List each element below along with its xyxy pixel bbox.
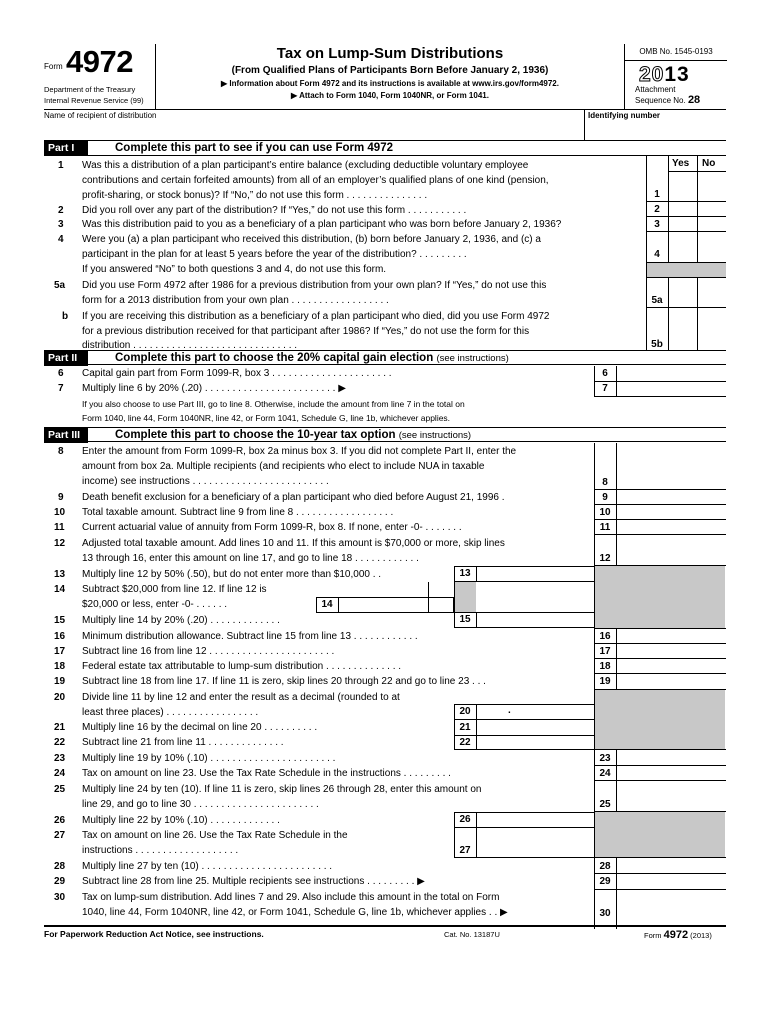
line-12-number: 12 <box>54 538 66 549</box>
line-1-text-c: profit-sharing, or stock bonus)? If “No,” do not use this form . . . . . . . . . . . . . . . <box>82 190 428 201</box>
part-2-title-note: (see instructions) <box>436 353 509 364</box>
line-1-yes-checkbox[interactable] <box>668 187 697 201</box>
line-27-amount-field[interactable] <box>477 842 594 857</box>
box-18-label: 18 <box>599 661 611 672</box>
line-8-number: 8 <box>58 446 64 457</box>
part-3-header <box>44 427 726 442</box>
no-header: No <box>702 158 716 169</box>
line-4-text-c: If you answered “No” to both questions 3 and 4, do not use this form. <box>82 264 387 275</box>
shade-13-15 <box>595 566 725 612</box>
part-1-label: Part I <box>44 141 88 156</box>
line-23-number: 23 <box>54 753 66 764</box>
box-1-label: 1 <box>654 189 660 200</box>
row-line-5a <box>646 307 726 308</box>
line-16-number: 16 <box>54 631 66 642</box>
line-10-number: 10 <box>54 507 66 518</box>
line-5a-yes-checkbox[interactable] <box>668 293 697 307</box>
omb-number: OMB No. 1545-0193 <box>625 44 727 61</box>
line-10-amount-field[interactable] <box>617 505 726 519</box>
box-26-label: 26 <box>459 814 471 825</box>
line-30-amount-field[interactable] <box>617 905 726 921</box>
line-20-decimal-field[interactable] <box>477 704 594 719</box>
title-block <box>156 44 624 110</box>
line-25-amount-field[interactable] <box>617 796 726 811</box>
department-block <box>44 84 144 106</box>
shade-15-right <box>595 612 725 628</box>
dept-line-1: Department of the Treasury <box>44 85 136 94</box>
attach-line: ▶ Attach to Form 1040, Form 1040NR, or Form 1041. <box>291 91 489 100</box>
line-2-number: 2 <box>58 205 64 216</box>
line-30-text-a: Tax on lump-sum distribution. Add lines 7 and 29. Also include this amount in the total on Form <box>82 892 500 903</box>
attachment-seq <box>635 85 700 106</box>
box-28-label: 28 <box>599 861 611 872</box>
line-17-number: 17 <box>54 646 66 657</box>
line-9-text: Death benefit exclusion for a beneficiary of a plan participant who died before August 21, 1996 . <box>82 492 505 503</box>
p3-row-24 <box>594 780 726 781</box>
p2-row-7 <box>594 396 726 397</box>
box-16-label: 16 <box>599 631 611 642</box>
box-9-label: 9 <box>602 492 608 503</box>
dept-line-2: Internal Revenue Service (99) <box>44 96 144 105</box>
line-13-text: Multiply line 12 by 50% (.50), but do not enter more than $10,000 . . <box>82 569 382 580</box>
box-20-label: 20 <box>459 706 471 717</box>
box-5a-label: 5a <box>651 295 663 306</box>
line-27-text-b: instructions . . . . . . . . . . . . . . . . . . . <box>82 845 239 856</box>
recipient-name-label: Name of recipient of distribution <box>44 111 157 120</box>
line-27-text-a: Tax on amount on line 26. Use the Tax Rate Schedule in the <box>82 830 348 841</box>
line-12-text-b: 13 through 16, enter this amount on line 17, and go to line 18 . . . . . . . . . . . . <box>82 553 419 564</box>
line-17-amount-field[interactable] <box>617 644 726 658</box>
part-1-header <box>44 141 726 156</box>
line-5a-text-b: form for a 2013 distribution from your own plan . . . . . . . . . . . . . . . . . . <box>82 295 389 306</box>
form-footer <box>44 925 726 939</box>
line-29-amount-field[interactable] <box>617 874 726 889</box>
line-14-number: 14 <box>54 584 66 595</box>
part-2-header <box>44 350 726 365</box>
p3-row-29 <box>594 889 726 890</box>
box-10-label: 10 <box>599 507 611 518</box>
line-2-no-checkbox[interactable] <box>697 202 726 216</box>
form-word: Form <box>44 62 63 71</box>
line-27-number: 27 <box>54 830 66 841</box>
line-9-amount-field[interactable] <box>617 490 726 504</box>
box-13-label: 13 <box>459 568 471 579</box>
line-7-number: 7 <box>58 383 64 394</box>
shade-20-22 <box>595 690 725 749</box>
year-bold: 13 <box>664 63 690 86</box>
line-9-number: 9 <box>58 492 64 503</box>
line-30-number: 30 <box>54 892 66 903</box>
line-8-amount-field[interactable] <box>617 474 726 489</box>
part-3-title-note: (see instructions) <box>398 430 472 441</box>
line-22-number: 22 <box>54 737 66 748</box>
line-5b-no-checkbox[interactable] <box>697 337 726 350</box>
footer-form-word: Form <box>644 931 662 940</box>
box-21-label: 21 <box>459 722 471 733</box>
part-2-title-text: Complete this part to choose the 20% capital gain election <box>115 352 434 364</box>
box-4-label: 4 <box>654 249 660 260</box>
box-27-label: 27 <box>459 845 471 856</box>
line-25-text-a: Multiply line 24 by ten (10). If line 11 is zero, skip lines 26 through 28, enter this amount on <box>82 784 482 795</box>
form-title: Tax on Lump-Sum Distributions <box>276 45 504 62</box>
part-1-title: Complete this part to see if you can use Form 4972 <box>115 142 393 154</box>
line-4-number: 4 <box>58 234 64 245</box>
box-6-label: 6 <box>602 368 608 379</box>
year-outline: 20 <box>639 63 665 86</box>
line-25-text-b: line 29, and go to line 30 . . . . . . . . . . . . . . . . . . . . . . . <box>82 799 319 810</box>
box-29-label: 29 <box>599 876 611 887</box>
line-21-text: Multiply line 16 by the decimal on line 20 . . . . . . . . . . <box>82 722 318 733</box>
line-1-text-a: Was this a distribution of a plan participant’s entire balance (excluding deductible voluntary employee <box>82 160 529 171</box>
line-14-text-b: $20,000 or less, enter -0- . . . . . . <box>82 599 228 610</box>
box-8-label: 8 <box>602 477 608 488</box>
box-30-label: 30 <box>599 908 611 919</box>
line-1-text-b: contributions and certain forfeited amounts) from all of an employer’s qualified plans of one kind (pension, <box>82 175 549 186</box>
box-11-label: 11 <box>599 522 611 533</box>
form-4972-page <box>44 44 726 941</box>
footer-year: (2013) <box>690 931 712 940</box>
line-14-amount-field[interactable] <box>339 597 428 612</box>
line-28-text: Multiply line 27 by ten (10) . . . . . . . . . . . . . . . . . . . . . . . . <box>82 861 333 872</box>
line-30-text-b: 1040, line 44, Form 1040NR, line 42, or Form 1041, Schedule G, line 1b, whichever applies . . ▶ <box>82 907 508 918</box>
info-line: ▶ Information about Form 4972 and its instructions is available at www.irs.gov/form4972. <box>221 79 559 88</box>
line-15-amount-field[interactable] <box>477 612 594 627</box>
line-29-text: Subtract line 28 from line 25. Multiple recipients see instructions . . . . . . . . . ▶ <box>82 876 425 887</box>
footer-form-id <box>644 929 712 941</box>
line-12-amount-field[interactable] <box>617 550 726 565</box>
line-24-text: Tax on amount on line 23. Use the Tax Rate Schedule in the instructions . . . . . . . . . <box>82 768 451 779</box>
line-11-text: Current actuarial value of annuity from Form 1099-R, box 8. If none, enter -0- . . . . . . . <box>82 522 462 533</box>
line-1-no-checkbox[interactable] <box>697 187 726 201</box>
line-5b-yes-checkbox[interactable] <box>668 337 697 350</box>
line-19-amount-field[interactable] <box>617 674 726 689</box>
part-2-note-a: If you also choose to use Part III, go to line 8. Otherwise, include the amount from line 7 in the total on <box>82 399 465 409</box>
line-24-number: 24 <box>54 768 66 779</box>
line-20-decimal-point: . <box>508 705 511 716</box>
part-3-label: Part III <box>44 428 88 443</box>
line-5a-number: 5a <box>54 280 66 291</box>
yes-header: Yes <box>672 158 690 169</box>
line-26-number: 26 <box>54 815 66 826</box>
box-25-label: 25 <box>599 799 611 810</box>
line-18-amount-field[interactable] <box>617 659 726 673</box>
line-16-text: Minimum distribution allowance. Subtract line 15 from line 13 . . . . . . . . . . . . <box>82 631 418 642</box>
line-20-number: 20 <box>54 692 66 703</box>
line-10-text: Total taxable amount. Subtract line 9 from line 8 . . . . . . . . . . . . . . . . . . <box>82 507 394 518</box>
sequence-number: 28 <box>687 94 701 106</box>
line-21-number: 21 <box>54 722 66 733</box>
line-13-amount-field[interactable] <box>477 566 594 581</box>
box-14-col <box>428 582 429 613</box>
box-24-label: 24 <box>599 768 611 779</box>
line-11-amount-field[interactable] <box>617 520 726 534</box>
line-13-number: 13 <box>54 569 66 580</box>
line-16-amount-field[interactable] <box>617 629 726 643</box>
shade-26-27 <box>595 812 725 858</box>
part-2-note-b: Form 1040, line 44, Form 1040NR, line 42, or Form 1041, Schedule G, line 1b, whichever applies. <box>82 413 451 423</box>
line-19-text: Subtract line 18 from line 17. If line 11 is zero, skip lines 20 through 22 and go to line 23 . . . <box>82 676 486 687</box>
line-17-text: Subtract line 16 from line 12 . . . . . . . . . . . . . . . . . . . . . . . <box>82 646 335 657</box>
shade-14-mid <box>454 582 476 613</box>
line-6-text: Capital gain part from Form 1099-R, box 3 . . . . . . . . . . . . . . . . . . . . . . <box>82 368 392 379</box>
line-2-yes-checkbox[interactable] <box>668 202 697 216</box>
line-22-text: Subtract line 21 from line 11 . . . . . . . . . . . . . . <box>82 737 284 748</box>
row-line-3 <box>646 231 726 232</box>
line-24-amount-field[interactable] <box>617 766 726 780</box>
line-7-amount-field[interactable] <box>617 381 726 396</box>
box-14-label: 14 <box>321 599 333 610</box>
box-15-label: 15 <box>459 614 471 625</box>
catalog-number: Cat. No. 13187U <box>444 930 500 939</box>
line-28-amount-field[interactable] <box>617 859 726 873</box>
name-row <box>44 110 726 141</box>
tax-year <box>639 63 690 87</box>
line-25-number: 25 <box>54 784 66 795</box>
line-20-text-a: Divide line 11 by line 12 and enter the result as a decimal (rounded to at <box>82 692 400 703</box>
box-7-label: 7 <box>602 383 608 394</box>
line-23-amount-field[interactable] <box>617 751 726 765</box>
line-3-text: Was this distribution paid to you as a beneficiary of a plan participant who was born before January 2, 1936? <box>82 219 562 230</box>
p3-row-11 <box>594 534 726 535</box>
line-5a-no-checkbox[interactable] <box>697 293 726 307</box>
line-22-amount-field[interactable] <box>477 735 594 749</box>
line-26-text: Multiply line 22 by 10% (.10) . . . . . . . . . . . . . <box>82 815 280 826</box>
line-3-yes-checkbox[interactable] <box>668 217 697 231</box>
box-22-bottom <box>454 749 726 750</box>
identifying-number-label: Identifying number <box>584 110 660 140</box>
line-20-text-b: least three places) . . . . . . . . . . . . . . . . . <box>82 707 259 718</box>
line-5b-number: b <box>62 311 69 322</box>
line-5b-text-a: If you are receiving this distribution as a beneficiary of a plan participant who died, did you use Form 4972 <box>82 311 550 322</box>
box-27-bottom <box>454 857 726 858</box>
line-3-no-checkbox[interactable] <box>697 217 726 231</box>
line-5b-text-b: for a previous distribution received for that participant after 1986? If “Yes,” do not use the form for this <box>82 326 530 337</box>
box-19-label: 19 <box>599 676 611 687</box>
omb-block <box>624 44 726 110</box>
line-6-amount-field[interactable] <box>617 366 726 381</box>
yes-no-underline <box>668 171 726 172</box>
line-8-text-b: amount from box 2a. Multiple recipients (and recipients who elect to include NUA in taxable <box>82 461 485 472</box>
box-23-label: 23 <box>599 753 611 764</box>
box-3-label: 3 <box>654 219 660 230</box>
box-2-label: 2 <box>654 204 660 215</box>
form-body <box>44 141 726 941</box>
line-18-number: 18 <box>54 661 66 672</box>
mid-col-left-14 <box>454 582 455 613</box>
form-header <box>44 44 726 110</box>
form-id-block <box>44 44 156 110</box>
line-1-number: 1 <box>58 160 64 171</box>
line-15-number: 15 <box>54 615 66 626</box>
line-4-yes-checkbox[interactable] <box>668 247 697 262</box>
box-22-label: 22 <box>459 737 471 748</box>
line-18-text: Federal estate tax attributable to lump-sum distribution . . . . . . . . . . . . . . <box>82 661 402 672</box>
form-subtitle: (From Qualified Plans of Participants Born Before January 2, 1936) <box>231 65 549 76</box>
line-4-no-checkbox[interactable] <box>697 247 726 262</box>
part-3-title <box>115 428 471 443</box>
line-29-number: 29 <box>54 876 66 887</box>
form-number: 4972 <box>66 44 133 79</box>
line-6-number: 6 <box>58 368 64 379</box>
line-5b-text-c: distribution . . . . . . . . . . . . . . . . . . . . . . . . . . . . . . <box>82 340 298 351</box>
line-15-text: Multiply line 14 by 20% (.20) . . . . . . . . . . . . . <box>82 615 280 626</box>
box-5b-label: 5b <box>651 339 663 350</box>
part-3-title-text: Complete this part to choose the 10-year tax option <box>115 429 396 441</box>
line-7-text: Multiply line 6 by 20% (.20) . . . . . . . . . . . . . . . . . . . . . . . . ▶ <box>82 383 346 394</box>
line-26-amount-field[interactable] <box>477 812 594 827</box>
line-11-number: 11 <box>54 522 65 533</box>
line-5a-text-a: Did you use Form 4972 after 1986 for a previous distribution from your own plan? If “Yes,” do not use this <box>82 280 547 291</box>
line-23-text: Multiply line 19 by 10% (.10) . . . . . . . . . . . . . . . . . . . . . . . <box>82 753 336 764</box>
row-line-4c <box>646 277 726 278</box>
sequence-label: Sequence No. <box>635 96 686 105</box>
part-2-title <box>115 351 509 366</box>
line-28-number: 28 <box>54 861 66 872</box>
line-3-number: 3 <box>58 219 64 230</box>
line-14-text-a: Subtract $20,000 from line 12. If line 12 is <box>82 584 267 595</box>
line-8-text-c: income) see instructions . . . . . . . . . . . . . . . . . . . . . . . . . <box>82 476 329 487</box>
line-2-text: Did you roll over any part of the distribution? If “Yes,” do not use this form . . . . . . . . . . . <box>82 205 467 216</box>
line-8-text-a: Enter the amount from Form 1099-R, box 2a minus box 3. If you did not complete Part II, enter the <box>82 446 517 457</box>
part-2-label: Part II <box>44 351 88 366</box>
box-17-label: 17 <box>599 646 611 657</box>
line-4-shade <box>647 263 726 277</box>
footer-form-number: 4972 <box>663 929 689 941</box>
line-12-text-a: Adjusted total taxable amount. Add lines 10 and 11. If this amount is $70,000 or more, skip lines <box>82 538 505 549</box>
attachment-label: Attachment <box>635 85 676 94</box>
line-4-text-b: participant in the plan for at least 5 years before the year of the distribution? . . . . . . . . . <box>82 249 467 260</box>
line-19-number: 19 <box>54 676 66 687</box>
paperwork-notice: For Paperwork Reduction Act Notice, see instructions. <box>44 929 264 939</box>
box-12-label: 12 <box>599 553 611 564</box>
line-21-amount-field[interactable] <box>477 720 594 735</box>
line-4-text-a: Were you (a) a plan participant who received this distribution, (b) born before January 2, 1936, and (c) a <box>82 234 541 245</box>
